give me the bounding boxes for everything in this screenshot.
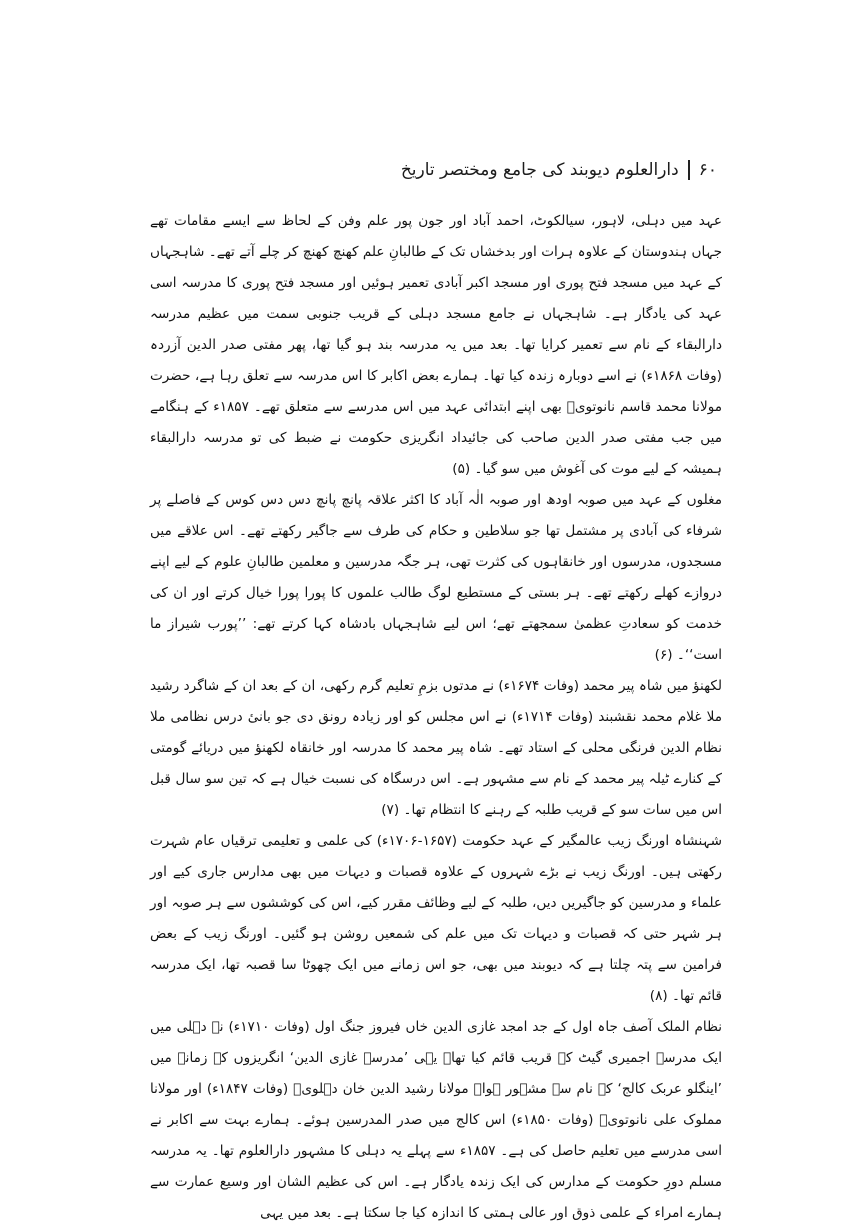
body-text — [150, 206, 722, 1229]
page-number: ۶۰ — [698, 160, 717, 180]
book-title: دارالعلوم دیوبند کی جامع ومختصر تاریخ — [400, 160, 679, 180]
running-header — [401, 160, 717, 180]
paragraph: نظام الملک آصف جاہ اول کے جد امجد غازی الدین خاں فیروز جنگ اول (وفات ۱۷۱۰ء) نے دہلی میں ایک مدرسہ اجمیری گیٹ کے قریب قائم کیا تھا۔ یہی ’مدرسہ غازی الدین‘ انگریزوں کے زمانے میں ’اینگلو عربک کالج‘ کے نام سے مشہور ہوا۔ مولانا رشید الدین خان دہلویؒ (وفات ۱۸۴۷ء) اور مولانا مملوک علی نانوتویؒ (وفات ۱۸۵۰ء) اس کالج میں صدر المدرسین ہوئے۔ ہمارے بہت سے اکابر نے اسی مدرسے میں تعلیم حاصل کی ہے۔ ۱۸۵۷ء سے پہلے یہ دہلی کا مشہور دارالعلوم تھا۔ یہ مدرسہ مسلم دورِ حکومت کے مدارس کی ایک زندہ یادگار ہے۔ اس کی عظیم الشان اور وسیع عمارت سے ہمارے امراء کے علمی ذوق اور عالی ہمتی کا اندازہ کیا جا سکتا ہے۔ بعد میں یہی — [150, 1019, 723, 1221]
paragraph: شہنشاہ اورنگ زیب عالمگیر کے عہد حکومت (۱۶۵۷-۱۷۰۶ء) کی علمی و تعلیمی ترقیاں عام شہرت رکھتی ہیں۔ اورنگ زیب نے بڑے شہروں کے علاوہ قصبات و دیہات میں بھی مدارس جاری کیے اور علماء و مدرسین کو جاگیریں دیں، طلبہ کے لیے وظائف مقرر کیے، اس کی کوششوں سے ہر صوبہ اور ہر شہر حتی کہ قصبات و دیہات تک میں علم کی شمعیں روشن ہو گئیں۔ اورنگ زیب کے بعض فرامین سے پتہ چلتا ہے کہ دیوبند میں بھی، جو اس زمانے میں ایک چھوٹا سا قصبہ تھا، ایک مدرسہ قائم تھا۔ (۸) — [150, 833, 723, 1004]
paragraph: لکھنؤ میں شاہ پیر محمد (وفات ۱۶۷۴ء) نے مدتوں بزمِ تعلیم گرم رکھی، ان کے بعد ان کے شاگرد رشید ملا غلام محمد نقشبند (وفات ۱۷۱۴ء) نے اس مجلس کو اور زیادہ رونق دی جو بانیٔ درس نظامی ملا نظام الدین فرنگی محلی کے استاد تھے۔ شاہ پیر محمد کا مدرسہ اور خانقاہ لکھنؤ میں دریائے گومتی کے کنارے ٹیلہ پیر محمد کے نام سے مشہور ہے۔ اس درسگاہ کی نسبت خیال ہے کہ تین سو سال قبل اس میں سات سو کے قریب طلبہ کے رہنے کا انتظام تھا۔ (۷) — [150, 678, 723, 818]
paragraph: مغلوں کے عہد میں صوبہ اودھ اور صوبہ الٰہ آباد کا اکثر علاقہ پانچ پانچ دس دس کوس کے فاصلے پر شرفاء کی آبادی پر مشتمل تھا جو سلاطین و حکام کی طرف سے جاگیر رکھتے تھے۔ اس علاقے میں مسجدوں، مدرسوں اور خانقاہوں کی کثرت تھی، ہر جگہ مدرسین و معلمین طالبانِ علوم کے لیے اپنے دروازے کھلے رکھتے تھے۔ ہر بستی کے مستطیع لوگ طالب علموں کا پورا پورا خیال کرتے اور ان کی خدمت کو سعادتِ عظمیٰ سمجھتے تھے؛ اس لیے شاہجہاں بادشاہ کہا کرتے تھے: ’’پورب شیراز ما است‘‘۔ (۶) — [150, 492, 722, 663]
paragraph: عہد میں دہلی، لاہور، سیالکوٹ، احمد آباد اور جون پور علم وفن کے لحاظ سے ایسے مقامات تھے جہاں ہندوستان کے علاوہ ہرات اور بدخشاں تک کے طالبانِ علم کھنچ کھنچ کر چلے آتے تھے۔ شاہجہاں کے عہد میں مسجد فتح پوری اور مسجد اکبر آبادی تعمیر ہوئیں اور مسجد فتح پوری کا مدرسہ اسی عہد کی یادگار ہے۔ شاہجہاں نے جامع مسجد دہلی کے قریب جنوبی سمت میں عظیم مدرسہ دارالبقاء کے نام سے تعمیر کرایا تھا۔ بعد میں یہ مدرسہ بند ہو گیا تھا، پھر مفتی صدر الدین آزردہ (وفات ۱۸۶۸ء) نے اسے دوبارہ زندہ کیا تھا۔ ہمارے بعض اکابر کا اس مدرسہ سے تعلق رہا ہے، حضرت مولانا محمد قاسم نانوتویؒ بھی اپنے ابتدائی عہد میں اس مدرسے سے متعلق تھے۔ ۱۸۵۷ء کے ہنگامے میں جب مفتی صدر الدین صاحب کی جائیداد انگریزی حکومت نے ضبط کی تو مدرسہ دارالبقاء ہمیشہ کے لیے موت کی آغوش میں سو گیا۔ (۵) — [150, 213, 722, 477]
header-divider — [688, 160, 690, 180]
